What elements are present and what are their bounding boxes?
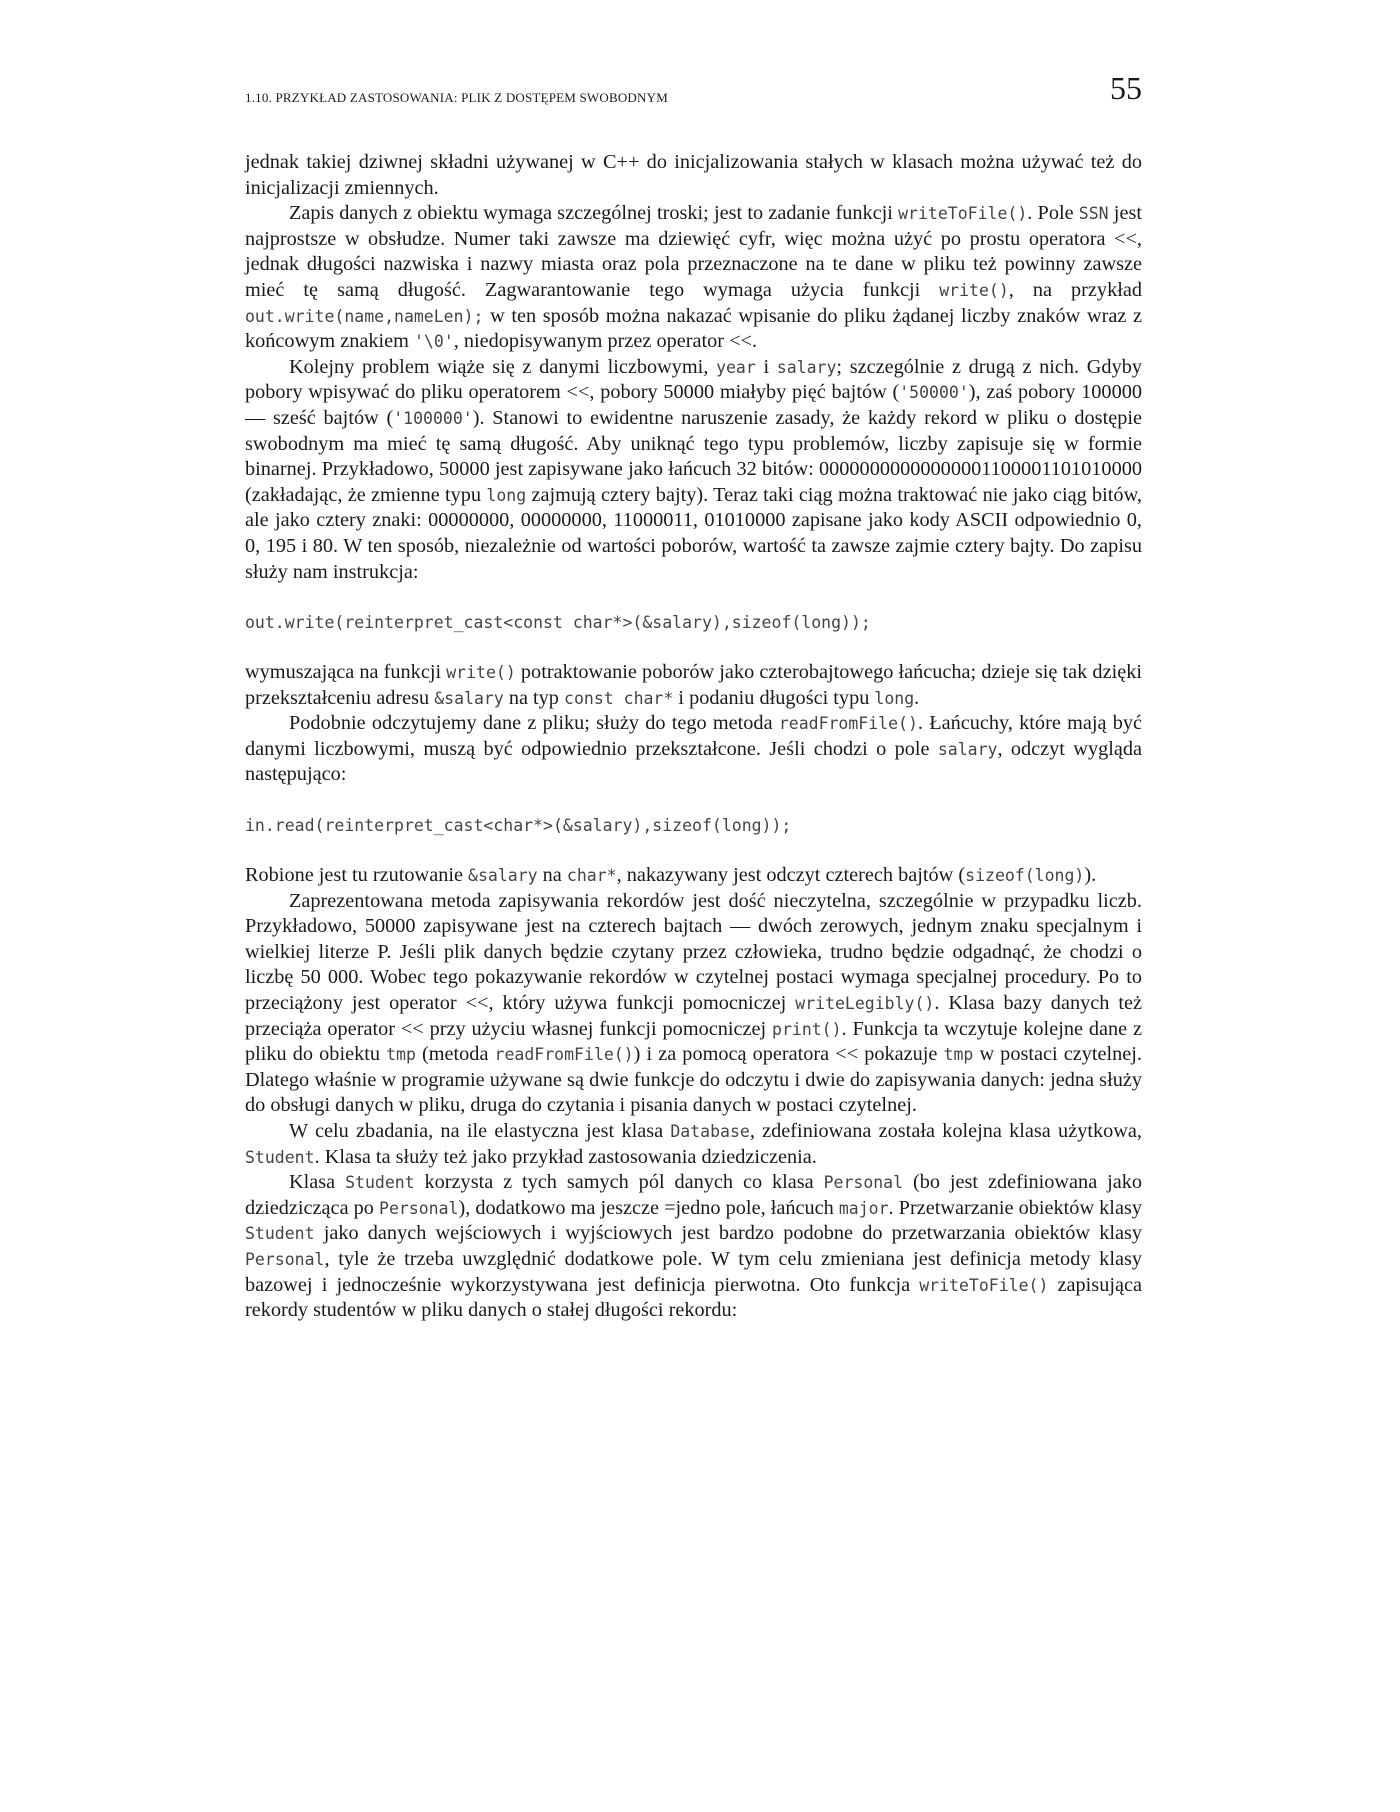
paragraph [245,1170,1142,1324]
paragraph [245,201,1142,355]
text-run: na typ [503,686,565,709]
inline-code: writeLegibly() [795,994,935,1014]
text-run: ), zaś pobory 100000 — sześć bajtów ( [245,381,1142,429]
inline-code: SSN [1078,204,1109,224]
paragraph [245,150,1142,201]
text-run: , na przykład [1008,278,1142,301]
text-run: (bo jest zdefiniowana jako dziedzicząca po [245,1171,1143,1219]
inline-code: salary [776,357,837,377]
text-run: korzysta z tych samych pól danych co klasa [414,1171,824,1194]
inline-code: year [716,357,756,377]
text-run: W celu zbadania, na ile elastyczna jest klasa [289,1120,671,1142]
text-run: ). Stanowi to ewidentne naruszenie zasady, że każdy rekord w pliku o dostępie swobodnym ma mieć tę samą długość. Aby uniknąć tego typu problemów, liczby zapisuje się w formie binarnej. Przykładowo, 50000 jest zapisywane jako łańcuch 32 bitów: 00000000000000001100001101010000 (zakładając, że zmienne typu [245,406,1142,506]
text-run: i [755,355,777,378]
book-page [245,70,1142,1324]
inline-code: long [874,688,915,708]
running-head [245,70,1142,110]
inline-code: const char* [564,688,674,708]
text-run: ) i za pomocą operatora << pokazuje [633,1043,944,1066]
text-run: ), dodatkowo ma jeszcze =jedno pole, łańcuch [458,1196,839,1219]
text-run: zajmują cztery bajty). Teraz taki ciąg można traktować nie jako ciąg bitów, ale jako cztery znaki: 00000000, 00000000, 11000011, 01010000 zapisane jako kody ASCII odpowiednio 0, 0, 195 i 80. W ten sposób, niezależnie od wartości poborów, wartość ta zawsze zajmie cztery bajty. Do zapisu służy nam instrukcja: [245,483,1142,583]
inline-code: Personal [245,1249,325,1269]
inline-code: Database [670,1122,750,1141]
text-run: w ten sposób można nakazać wpisanie do pliku żądanej liczby znaków wraz z końcowym znakiem [245,304,1142,353]
text-run: ). [1084,864,1097,887]
text-run: Klasa [289,1171,346,1194]
text-run: Kolejny problem wiąże się z danymi liczbowymi, [289,355,717,378]
running-title: 1.10. PRZYKŁAD ZASTOSOWANIA: PLIK Z DOSTĘPEM SWOBODNYM [245,90,668,105]
text-run: Zaprezentowana metoda zapisywania rekordów jest dość nieczytelna, szczególnie w przypadku liczb. Przykładowo, 50000 zapisywane jest na czterech bajtach — dwóch zerowych, jednym znaku specjalnym i wielkiej literze P. Jeśli plik danych będzie czytany przez człowieka, trudno będzie odgadnąć, że chodzi o liczbę 50 000. Wobec tego pokazywanie rekordów w czytelnej postaci wymaga specjalnej procedury. Po to przeciążony jest operator <<, który używa funkcji pomocniczej [245,889,1142,1015]
inline-code: '100000' [393,408,473,428]
inline-code: out.write(name,nameLen); [245,306,484,326]
text-run: jest najprostsze w obsłudze. Numer taki zawsze ma dziewięć cyfr, więc można użyć po prostu operatora <<, jednak długości nazwiska i nazwy miasta oraz pola przeznaczone na te dane w pliku też powinny zawsze mieć tę samą długość. Zagwarantowanie tego wymaga użycia funkcji [245,202,1142,301]
text-run: na [537,864,567,887]
text-run: i podaniu długości typu [673,686,875,709]
text-run: . Łańcuchy, które mają być danymi liczbowymi, muszą być odpowiednio przekształcone. Jeśli chodzi o pole [245,712,1142,760]
inline-code: '50000' [899,383,969,403]
inline-code: print() [772,1019,842,1039]
inline-code: major [838,1198,889,1218]
inline-code: readFromFile() [778,714,918,734]
page-number: 55 [1110,70,1142,106]
paragraph [245,355,1142,585]
paragraph [245,863,1142,889]
inline-code: Personal [379,1198,459,1218]
text-run: Zapis danych z obiektu wymaga szczególnej troski; jest to zadanie funkcji [289,202,899,225]
text-run: ; szczególnie z drugą z nich. Gdyby pobory wpisywać do pliku operatorem <<, pobory 50000 miałyby pięć bajtów ( [245,355,1142,404]
inline-code: sizeof(long) [965,866,1085,886]
inline-code: tmp [943,1045,974,1065]
inline-code: '\0' [413,332,454,352]
text-run: zapisująca rekordy studentów w pliku danych o stałej długości rekordu: [245,1273,1142,1322]
text-run: , nakazywany jest odczyt czterech bajtów ( [616,864,966,887]
text-run: . Funkcja ta wczytuje kolejne dane z pliku do obiektu [245,1017,1142,1066]
inline-code: &salary [434,688,504,708]
text-run: , odczyt wygląda następująco: [245,737,1142,786]
inline-code: write() [939,280,1009,300]
text-run: . Pole [1027,202,1079,225]
text-run: . Przetwarzanie obiektów klasy [888,1196,1142,1219]
text-run: . Klasa bazy danych też przeciąża operator << przy użyciu własnej funkcji pomocniczej [245,992,1142,1040]
inline-code: writeToFile() [919,1275,1049,1295]
code-listing: in.read(reinterpret_cast<char*>(&salary),sizeof(long)); [245,816,792,836]
paragraph [245,660,1142,711]
inline-code: salary [937,739,998,759]
inline-code: readFromFile() [494,1045,634,1065]
inline-code: Personal [823,1173,904,1193]
text-run: jako danych wejściowych i wyjściowych jest bardzo podobne do przetwarzania obiektów klasy [314,1222,1142,1245]
inline-code: &salary [468,866,538,886]
text-run: jednak takiej dziwnej składni używanej w C++ do inicjalizowania stałych w klasach można używać też do inicjalizacji zmiennych. [245,151,1142,199]
text-run: Podobnie odczytujemy dane z pliku; służy do tego metoda [289,712,779,735]
text-run: (metoda [415,1043,495,1066]
text-run: w postaci czytelnej. Dlatego właśnie w programie używane są dwie funkcje do odczytu i dwie do zapisywania danych: jedna służy do obsługi danych w pliku, druga do czytania i pisania danych w postaci czytelnej. [245,1043,1142,1117]
inline-code: Student [345,1173,415,1193]
inline-code: Student [245,1224,315,1244]
text-run: Robione jest tu rzutowanie [245,864,469,887]
inline-code: tmp [386,1045,416,1065]
code-listing: out.write(reinterpret_cast<const char*>(&salary),sizeof(long)); [245,613,871,633]
paragraph [245,1119,1142,1170]
text-run: wymuszająca na funkcji [245,661,447,684]
text-run: . [914,686,920,709]
inline-code: writeToFile() [898,204,1028,224]
paragraph [245,711,1142,788]
text-run: potraktowanie poborów jako czterobajtowego łańcucha; dzieje się tak dzięki przekształceniu adresu [245,661,1142,709]
body-text [245,150,1142,1324]
text-run: , zdefiniowana została kolejna klasa użytkowa, [749,1120,1142,1142]
paragraph [245,889,1142,1119]
inline-code: write() [446,663,516,683]
inline-code: long [486,485,527,505]
text-run: , tyle że trzeba uwzględnić dodatkowe pole. W tym celu zmieniana jest definicja metody klasy bazowej i jednocześnie wykorzystywana jest definicja pierwotna. Oto funkcja [245,1247,1142,1296]
inline-code: Student [245,1147,315,1167]
text-run: , niedopisywanym przez operator <<. [453,330,758,353]
text-run: . Klasa ta służy też jako przykład zastosowania dziedziczenia. [314,1145,817,1168]
inline-code: char* [566,866,617,886]
